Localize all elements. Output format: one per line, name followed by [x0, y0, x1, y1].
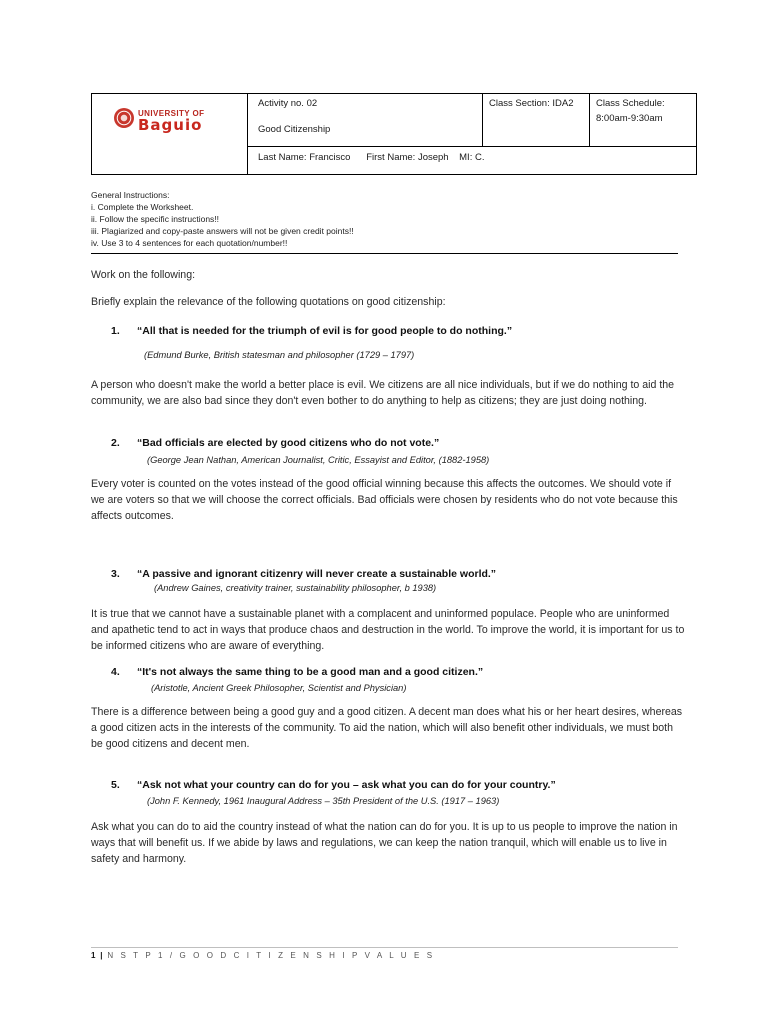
question-number: 4. [111, 666, 120, 678]
activity-title: Good Citizenship [258, 124, 331, 135]
question-attribution: (John F. Kennedy, 1961 Inaugural Address – 35th President of the U.S. (1917 – 1963) [147, 796, 500, 806]
question-answer: Ask what you can do to aid the country instead of what the nation can do for you. It is up to us people to improve the nation in ways that will benefit us. If we abide by laws and regulations, we can keep the nation tranquil, which will enable us to live in safety and harmony. [91, 821, 678, 865]
footer-title: N S T P 1 / G O O D C I T I Z E N S H I P V A L U E S [107, 951, 435, 960]
intro-instruction: Briefly explain the relevance of the following quotations on good citizenship: [91, 296, 446, 308]
question-quote: “All that is needed for the triumph of evil is for good people to do nothing.” [137, 325, 513, 337]
question-number: 3. [111, 568, 120, 580]
question-number: 1. [111, 325, 120, 337]
question-quote: “Bad officials are elected by good citizens who do not vote.” [137, 437, 440, 449]
question-answer: There is a difference between being a good guy and a good citizen. A decent man does what his or her heart desires, whereas a good citizen acts in the interests of the community. To aid the nation, which will also benefit other individuals, we must both be good citizens and decent men. [91, 706, 683, 750]
page-footer [91, 951, 435, 960]
question-answer: It is true that we cannot have a sustainable planet with a complacent and uninformed populace. People who are uninformed and apathetic tend to act in ways that produce chaos and destruction in the world. To improve the world, it is important for us to be informed citizens who are aware of everything. [91, 608, 685, 652]
class-schedule-value: 8:00am-9:30am [596, 113, 663, 124]
question-number: 5. [111, 779, 120, 791]
question-attribution: (George Jean Nathan, American Journalist, Critic, Essayist and Editor, (1882-1958) [147, 455, 490, 465]
instructions-divider [91, 253, 678, 254]
activity-number: Activity no. 02 [258, 98, 318, 109]
instruction-item: ii. Follow the specific instructions!! [91, 214, 220, 224]
page-number: 1 [91, 951, 96, 960]
question-attribution: (Aristotle, Ancient Greek Philosopher, Scientist and Physician) [151, 683, 407, 693]
question-attribution: (Edmund Burke, British statesman and philosopher (1729 – 1797) [144, 350, 415, 360]
footer-divider [91, 947, 678, 948]
instruction-item: iv. Use 3 to 4 sentences for each quotation/number!! [91, 238, 288, 248]
instructions-heading: General Instructions: [91, 190, 170, 200]
student-name: Last Name: Francisco First Name: Joseph MI: C. [258, 152, 485, 163]
question-quote: “A passive and ignorant citizenry will never create a sustainable world.” [137, 568, 497, 580]
footer-separator: | [100, 951, 103, 960]
instruction-item: iii. Plagiarized and copy-paste answers will not be given credit points!! [91, 226, 354, 236]
intro-line: Work on the following: [91, 269, 196, 281]
class-section: Class Section: IDA2 [489, 98, 574, 109]
question-answer: Every voter is counted on the votes instead of the good official winning because this affects the outcomes. We should vote if we are voters so that we will choose the correct officials. Bad officials were chosen by residents who do not vote because this affects outcomes. [91, 478, 678, 522]
question-quote: “Ask not what your country can do for you – ask what you can do for your country.” [137, 779, 556, 791]
class-schedule-label: Class Schedule: [596, 98, 665, 109]
question-number: 2. [111, 437, 120, 449]
question-attribution: (Andrew Gaines, creativity trainer, sustainability philosopher, b 1938) [154, 583, 437, 593]
question-answer: A person who doesn't make the world a better place is evil. We citizens are all nice individuals, but if we do nothing to aid the community, we are also bad since they don't even bother to do anything to help as citizens; they are just doing nothing. [91, 379, 675, 407]
university-logo: UNIVERSITY OF Baguio [114, 107, 242, 129]
header-table [91, 93, 697, 175]
instruction-item: i. Complete the Worksheet. [91, 202, 194, 212]
question-quote: “It's not always the same thing to be a good man and a good citizen.” [137, 666, 484, 678]
university-seal-icon [114, 108, 134, 128]
